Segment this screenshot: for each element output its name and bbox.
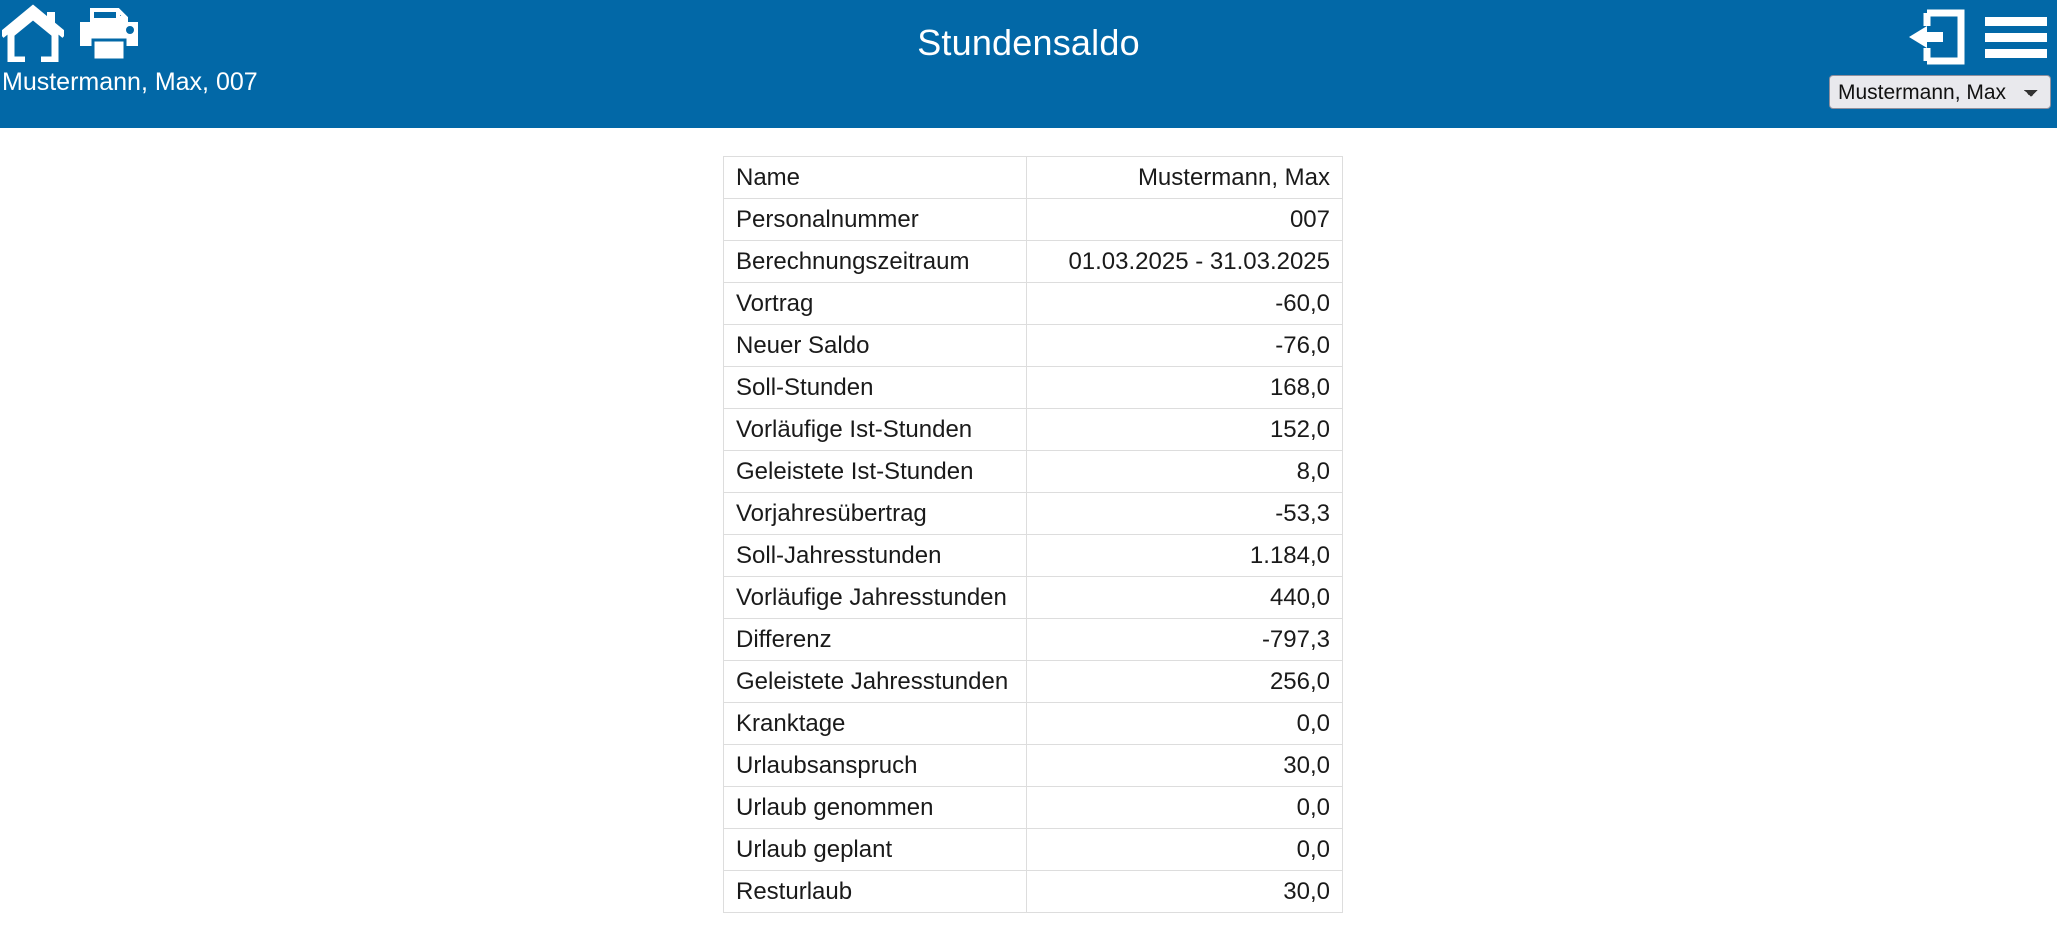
user-select[interactable] bbox=[1829, 75, 2051, 109]
row-value: 8,0 bbox=[1026, 451, 1342, 493]
header-right-group bbox=[1829, 0, 2051, 109]
table-head bbox=[724, 157, 1343, 199]
row-value: 440,0 bbox=[1026, 577, 1342, 619]
row-label: Neuer Saldo bbox=[724, 325, 1027, 367]
row-value: -797,3 bbox=[1026, 619, 1342, 661]
table-row bbox=[724, 283, 1343, 325]
column-header-name: Name bbox=[724, 157, 1027, 199]
app-header bbox=[0, 0, 2057, 128]
row-value: 256,0 bbox=[1026, 661, 1342, 703]
row-label: Urlaub genommen bbox=[724, 787, 1027, 829]
row-label: Resturlaub bbox=[724, 871, 1027, 913]
header-user-caption: Mustermann, Max, 007 bbox=[2, 68, 258, 96]
table-row bbox=[724, 535, 1343, 577]
table-row bbox=[724, 871, 1343, 913]
table-header-row bbox=[724, 157, 1343, 199]
header-right-icons bbox=[1905, 0, 2051, 69]
table-row bbox=[724, 409, 1343, 451]
table-row bbox=[724, 367, 1343, 409]
row-value: 168,0 bbox=[1026, 367, 1342, 409]
row-label: Berechnungszeitraum bbox=[724, 241, 1027, 283]
row-label: Geleistete Ist-Stunden bbox=[724, 451, 1027, 493]
table-row bbox=[724, 577, 1343, 619]
row-value: 007 bbox=[1026, 199, 1342, 241]
row-value: 0,0 bbox=[1026, 703, 1342, 745]
row-label: Soll-Stunden bbox=[724, 367, 1027, 409]
row-value: -60,0 bbox=[1026, 283, 1342, 325]
table-row bbox=[724, 787, 1343, 829]
row-label: Urlaub geplant bbox=[724, 829, 1027, 871]
table-row bbox=[724, 703, 1343, 745]
row-label: Differenz bbox=[724, 619, 1027, 661]
page-title: Stundensaldo bbox=[917, 22, 1140, 63]
table-row bbox=[724, 619, 1343, 661]
row-value: -53,3 bbox=[1026, 493, 1342, 535]
row-value: 0,0 bbox=[1026, 787, 1342, 829]
logout-button[interactable] bbox=[1905, 8, 1967, 69]
menu-button[interactable] bbox=[1985, 12, 2047, 65]
hamburger-menu-icon bbox=[1985, 12, 2047, 65]
table-row bbox=[724, 745, 1343, 787]
content-area bbox=[0, 128, 2057, 950]
row-label: Soll-Jahresstunden bbox=[724, 535, 1027, 577]
row-label: Vorjahresübertrag bbox=[724, 493, 1027, 535]
table-row bbox=[724, 451, 1343, 493]
row-label: Kranktage bbox=[724, 703, 1027, 745]
row-value: 152,0 bbox=[1026, 409, 1342, 451]
row-label: Urlaubsanspruch bbox=[724, 745, 1027, 787]
row-value: 1.184,0 bbox=[1026, 535, 1342, 577]
table-row bbox=[724, 325, 1343, 367]
row-label: Personalnummer bbox=[724, 199, 1027, 241]
table-row bbox=[724, 829, 1343, 871]
table-row bbox=[724, 241, 1343, 283]
row-value: 30,0 bbox=[1026, 745, 1342, 787]
row-label: Vorläufige Jahresstunden bbox=[724, 577, 1027, 619]
table-body bbox=[724, 199, 1343, 913]
row-label: Vorläufige Ist-Stunden bbox=[724, 409, 1027, 451]
row-value: 30,0 bbox=[1026, 871, 1342, 913]
table-row bbox=[724, 493, 1343, 535]
table-row bbox=[724, 199, 1343, 241]
column-header-employee: Mustermann, Max bbox=[1026, 157, 1342, 199]
stundensaldo-table bbox=[723, 156, 1343, 913]
table-row bbox=[724, 661, 1343, 703]
row-value: 0,0 bbox=[1026, 829, 1342, 871]
row-label: Vortrag bbox=[724, 283, 1027, 325]
logout-icon bbox=[1905, 8, 1967, 69]
row-label: Geleistete Jahresstunden bbox=[724, 661, 1027, 703]
row-value: -76,0 bbox=[1026, 325, 1342, 367]
row-value: 01.03.2025 - 31.03.2025 bbox=[1026, 241, 1342, 283]
